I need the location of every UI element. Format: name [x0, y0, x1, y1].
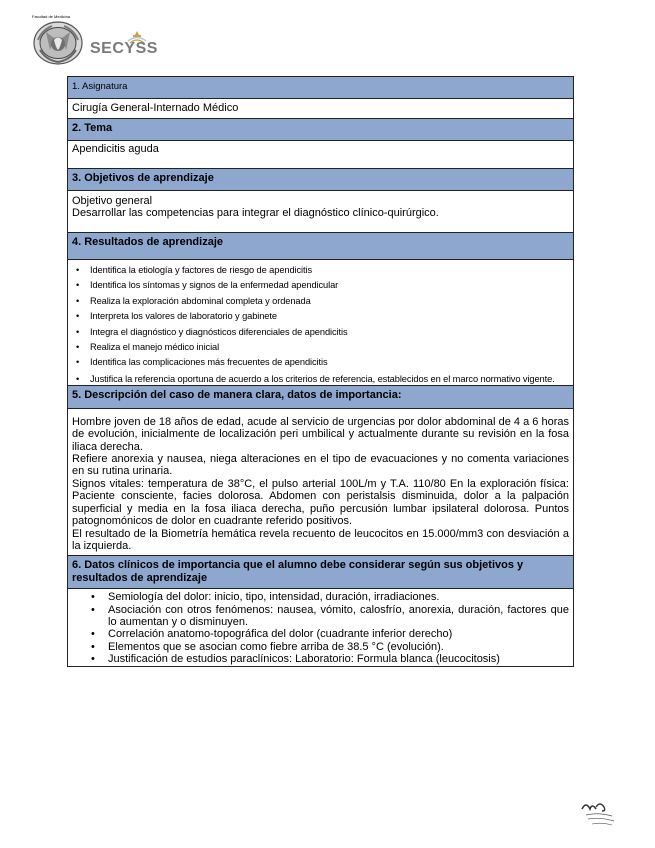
resultados-list	[72, 263, 569, 385]
list-item: • Correlación anatomo-topográfica del dolor (cuadrante inferior derecho)	[108, 628, 569, 640]
list-item: • Identifica la etiología y factores de riesgo de apendicitis	[90, 263, 569, 278]
caso-paragraph: Hombre joven de 18 años de edad, acude al servicio de urgencias por dolor abdominal de 4 a 6 horas de evolución, inicialmente de localización peri umbilical y actualmente durante su revisión en la fosa iliaca derecha.	[72, 415, 569, 453]
asignatura-row	[68, 99, 574, 119]
objetivos-title: 3. Objetivos de aprendizaje	[68, 169, 574, 191]
list-item: • Identifica las complicaciones más frecuentes de apendicitis	[90, 355, 569, 370]
faculty-caption: Facultad de Medicina	[32, 14, 71, 19]
caso-paragraph: Refiere anorexia y nausea, niega alteraciones en el tipo de evacuaciones y no comenta variaciones en su rutina urinaria.	[72, 453, 569, 478]
datos-title: 6. Datos clínicos de importancia que el alumno debe considerar según sus objetivos y resultados de aprendizaje	[68, 556, 574, 589]
objetivo-general-label: Objetivo general	[72, 195, 153, 207]
list-item: • Justifica la referencia oportuna de acuerdo a los criterios de referencia, establecidos en el marco normativo vigente.	[90, 371, 569, 385]
objetivos-row	[68, 191, 574, 233]
resultados-title: 4. Resultados de aprendizaje	[68, 233, 574, 260]
section-header-resultados	[68, 233, 574, 260]
objetivo-general-text: Desarrollar las competencias para integrar el diagnóstico clínico-quirúrgico.	[72, 207, 439, 219]
asignatura-title: 1. Asignatura	[68, 77, 574, 99]
list-item: • Elementos que se asocian como fiebre arriba de 38.5 °C (evolución).	[108, 641, 569, 653]
section-header-caso	[68, 385, 574, 408]
list-item: • Justificación de estudios paraclínicos: Laboratorio: Formula blanca (leucocitosis)	[108, 653, 569, 665]
caso-paragraph: Signos vitales: temperatura de 38°C, el pulso arterial 100L/m y T.A. 110/80 En la exploración física: Paciente consciente, facies dolorosa. Abdomen con peristalsis disminuida, dolor a la palpación superficial y media en la fosa iliaca derecha, puño percusión lumbar ipsilateral dolorosa. Puntos patognomónicos de dolor en cuadrante referido positivos.	[72, 477, 569, 528]
section-header-tema	[68, 119, 574, 141]
university-signature-logo-icon	[578, 799, 618, 829]
tema-value: Apendicitis aguda	[68, 141, 574, 169]
list-item: • Realiza el manejo médico inicial	[90, 340, 569, 355]
list-item: • Integra el diagnóstico y diagnósticos diferenciales de apendicitis	[90, 325, 569, 340]
section-header-asignatura	[68, 77, 574, 99]
list-item: • Interpreta los valores de laboratorio y gabinete	[90, 309, 569, 324]
secyss-logo-text: SECYSS	[90, 40, 158, 57]
list-item: • Realiza la exploración abdominal completa y ordenada	[90, 294, 569, 309]
caso-row	[68, 408, 574, 555]
asignatura-value: Cirugía General-Internado Médico	[68, 99, 574, 119]
tema-row	[68, 141, 574, 169]
tema-title: 2. Tema	[68, 119, 574, 141]
list-item: • Identifica los síntomas y signos de la enfermedad apendicular	[90, 278, 569, 293]
caso-title: 5. Descripción del caso de manera clara, datos de importancia:	[68, 385, 574, 408]
section-header-datos	[68, 556, 574, 589]
datos-row	[68, 589, 574, 667]
datos-list	[72, 591, 569, 665]
faculty-seal-icon	[32, 20, 84, 66]
list-item: • Semiología del dolor: inicio, tipo, intensidad, duración, irradiaciones.	[108, 591, 569, 603]
list-item: • Asociación con otros fenómenos: nausea, vómito, calosfrío, anorexia, duración, factores que lo aumentan y o disminuyen.	[108, 604, 569, 629]
caso-paragraph: El resultado de la Biometría hemática revela recuento de leucocitos en 15.000/mm3 con desviación a la izquierda.	[72, 527, 569, 552]
resultados-row	[68, 260, 574, 386]
syllabus-table	[67, 76, 574, 667]
section-header-objetivos	[68, 169, 574, 191]
header-logos	[28, 14, 188, 66]
